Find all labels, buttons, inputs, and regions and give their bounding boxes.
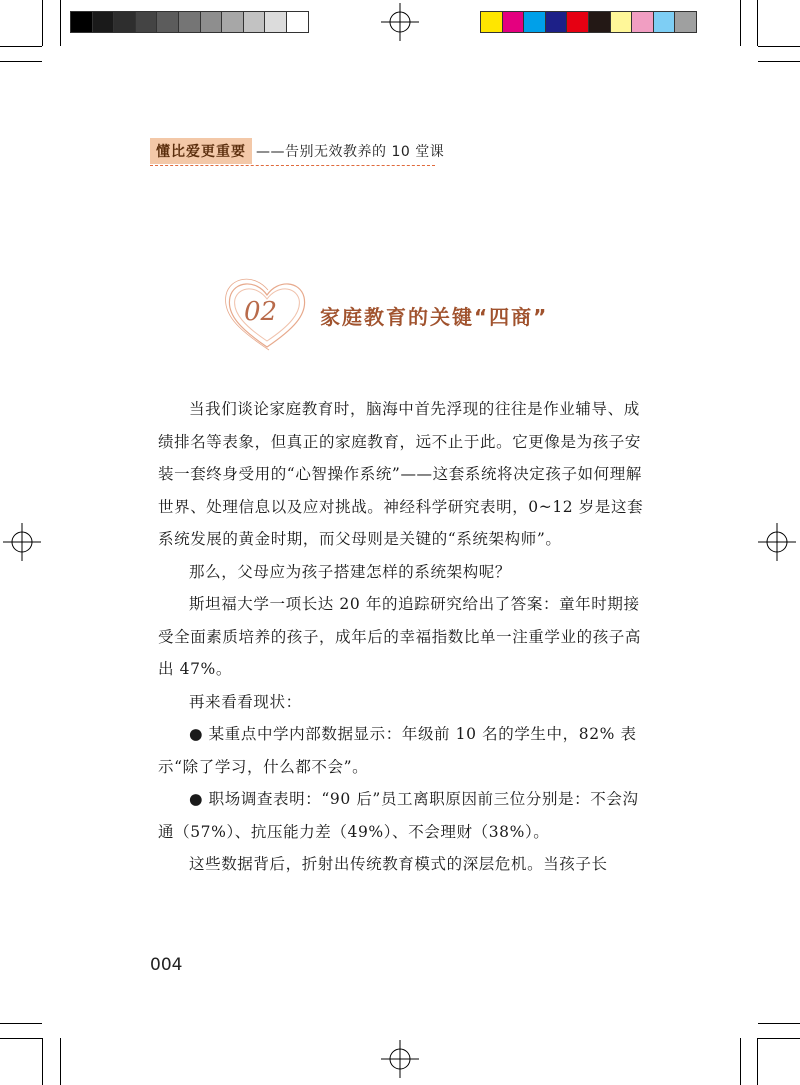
registration-mark-icon: [381, 1040, 419, 1078]
color-swatch: [653, 11, 676, 33]
page-number: 004: [150, 955, 183, 975]
crop-mark: [42, 0, 43, 46]
crop-mark: [740, 0, 741, 46]
crop-mark: [60, 0, 61, 46]
color-swatch: [588, 11, 611, 33]
bullet-paragraph: ● 职场调查表明：“90 后”员工离职原因前三位分别是：不会沟通（57%）、抗压能力差（49%）、不会理财（38%）。: [158, 790, 639, 841]
crop-mark: [0, 46, 42, 47]
crop-mark: [60, 1038, 61, 1085]
crop-mark: [758, 61, 800, 62]
book-subtitle: ——告别无效教养的 10 堂课: [256, 144, 445, 160]
color-swatch: [480, 11, 503, 33]
color-swatch: [674, 11, 697, 33]
crop-mark: [0, 1038, 42, 1039]
color-swatch: [178, 11, 201, 33]
section-number: 02: [244, 297, 278, 327]
crop-mark: [758, 1038, 800, 1039]
color-swatch: [566, 11, 589, 33]
crop-mark: [757, 0, 758, 46]
color-swatch: [135, 11, 158, 33]
color-swatch: [545, 11, 568, 33]
color-swatch: [610, 11, 633, 33]
color-swatch: [264, 11, 287, 33]
color-swatch: [113, 11, 136, 33]
color-swatch: [502, 11, 525, 33]
crop-mark: [0, 61, 42, 62]
registration-mark-icon: [3, 523, 41, 561]
header-divider: [150, 165, 435, 166]
crop-mark: [740, 1038, 741, 1085]
paragraph: 斯坦福大学一项长达 20 年的追踪研究给出了答案：童年时期接受全面素质培养的孩子，成年后的幸福指数比单一注重学业的孩子高出 47%。: [158, 595, 642, 678]
crop-mark: [758, 46, 800, 47]
color-swatch: [92, 11, 115, 33]
body-text: [158, 393, 648, 881]
crop-mark: [42, 1038, 43, 1085]
color-swatch: [243, 11, 266, 33]
color-swatch: [156, 11, 179, 33]
grayscale-color-bar: [70, 11, 308, 35]
color-swatch: [286, 11, 309, 33]
section-title: 家庭教育的关键“四商”: [320, 305, 549, 329]
color-swatch: [200, 11, 223, 33]
book-title: 懂比爱更重要: [150, 138, 252, 164]
crop-mark: [757, 1038, 758, 1085]
running-header: [150, 138, 444, 164]
color-swatch: [221, 11, 244, 33]
process-color-bar: [480, 11, 696, 35]
registration-mark-icon: [758, 523, 796, 561]
color-swatch: [523, 11, 546, 33]
bullet-paragraph: ● 某重点中学内部数据显示：年级前 10 名的学生中，82% 表示“除了学习，什么都不会”。: [158, 725, 637, 776]
crop-mark: [758, 1023, 800, 1024]
registration-mark-icon: [381, 3, 419, 41]
color-swatch: [70, 11, 93, 33]
paragraph: 那么，父母应为孩子搭建怎样的系统架构呢？: [189, 562, 512, 581]
paragraph: 当我们谈论家庭教育时，脑海中首先浮现的往往是作业辅导、成绩排名等表象，但真正的家庭教育，远不止于此。它更像是为孩子安装一套终身受用的“心智操作系统”——这套系统将决定孩子如何理解世界、处理信息以及应对挑战。神经科学研究表明，0~12 岁是这套系统发展的黄金时期，而父母则是关键的“系统架构师”。: [158, 400, 644, 548]
paragraph: 这些数据背后，折射出传统教育模式的深层危机。当孩子长: [189, 855, 608, 873]
paragraph: 再来看看现状：: [189, 692, 302, 711]
crop-mark: [0, 1023, 42, 1024]
color-swatch: [631, 11, 654, 33]
section-heading: [222, 275, 582, 355]
